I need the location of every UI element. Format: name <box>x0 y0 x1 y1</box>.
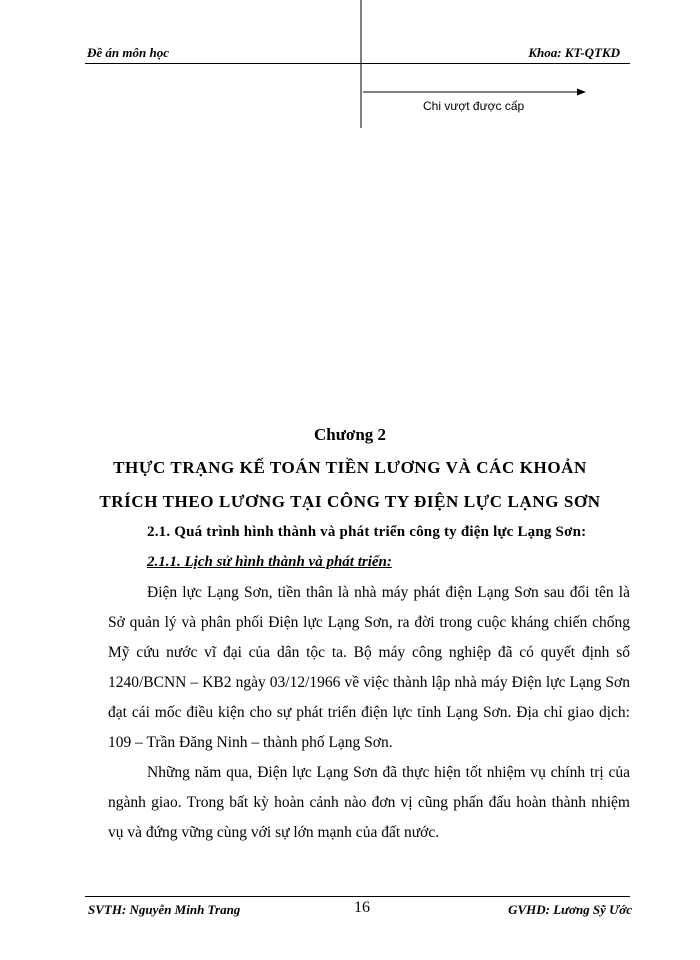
paragraph-1-line-4: 1240/BCNN – KB2 ngày 03/12/1966 về việc thành lập nhà máy Điện lực Lạng Sơn <box>108 674 630 691</box>
subsection-heading: 2.1.1. Lịch sử hình thành và phát triển: <box>147 554 392 570</box>
header-faculty-label: Khoa: KT-QTKD <box>528 45 620 60</box>
paragraph-2-line-2: ngành giao. Trong bất kỳ hoàn cảnh nào đơn vị cũng phấn đấu hoàn thành nhiệm <box>108 794 630 811</box>
paragraph-2-line-1: Những năm qua, Điện lực Lạng Sơn đã thực hiện tốt nhiệm vụ chính trị của <box>147 764 630 781</box>
section-heading: 2.1. Quá trình hình thành và phát triển công ty điện lực Lạng Sơn: <box>147 524 587 540</box>
paragraph-1-line-3: Mỹ cứu nước vĩ đại của dân tộc ta. Bộ máy công nghiệp đã có quyết định số <box>108 644 630 661</box>
paragraph-1-line-6: 109 – Trần Đăng Ninh – thành phố Lạng Sơn. <box>108 734 393 751</box>
chapter-number: Chương 2 <box>313 425 387 444</box>
paragraph-2-line-3: vụ và đứng vững cùng với sự lớn mạnh của đất nước. <box>108 824 440 841</box>
footer-student-label: SVTH: Nguyễn Minh Trang <box>88 902 241 917</box>
diagram-arrow-label: Chi vượt được cấp <box>423 99 525 113</box>
page-number: 16 <box>354 899 370 916</box>
footer-supervisor-label: GVHD: Lương Sỹ Ước <box>508 902 632 917</box>
chapter-title-line-1: THỰC TRẠNG KẾ TOÁN TIỀN LƯƠNG VÀ CÁC KHOẢN <box>113 458 587 477</box>
footer-divider <box>85 896 630 897</box>
paragraph-1-line-2: Sở quản lý và phân phối Điện lực Lạng Sơn, ra đời trong cuộc kháng chiến chống <box>108 614 630 631</box>
flow-diagram-fragment <box>0 0 700 130</box>
chapter-title-line-2: TRÍCH THEO LƯƠNG TẠI CÔNG TY ĐIỆN LỰC LẠNG SƠN <box>99 492 601 511</box>
header-course-label: Đề án môn học <box>87 45 169 60</box>
paragraph-1-line-5: đạt cái mốc điều kiện cho sự phát triển điện lực tỉnh Lạng Sơn. Địa chỉ giao dịch: <box>108 704 630 721</box>
paragraph-1-line-1: Điện lực Lạng Sơn, tiền thân là nhà máy phát điện Lạng Sơn sau đổi tên là <box>147 584 630 601</box>
arrow-head-icon <box>577 89 586 96</box>
